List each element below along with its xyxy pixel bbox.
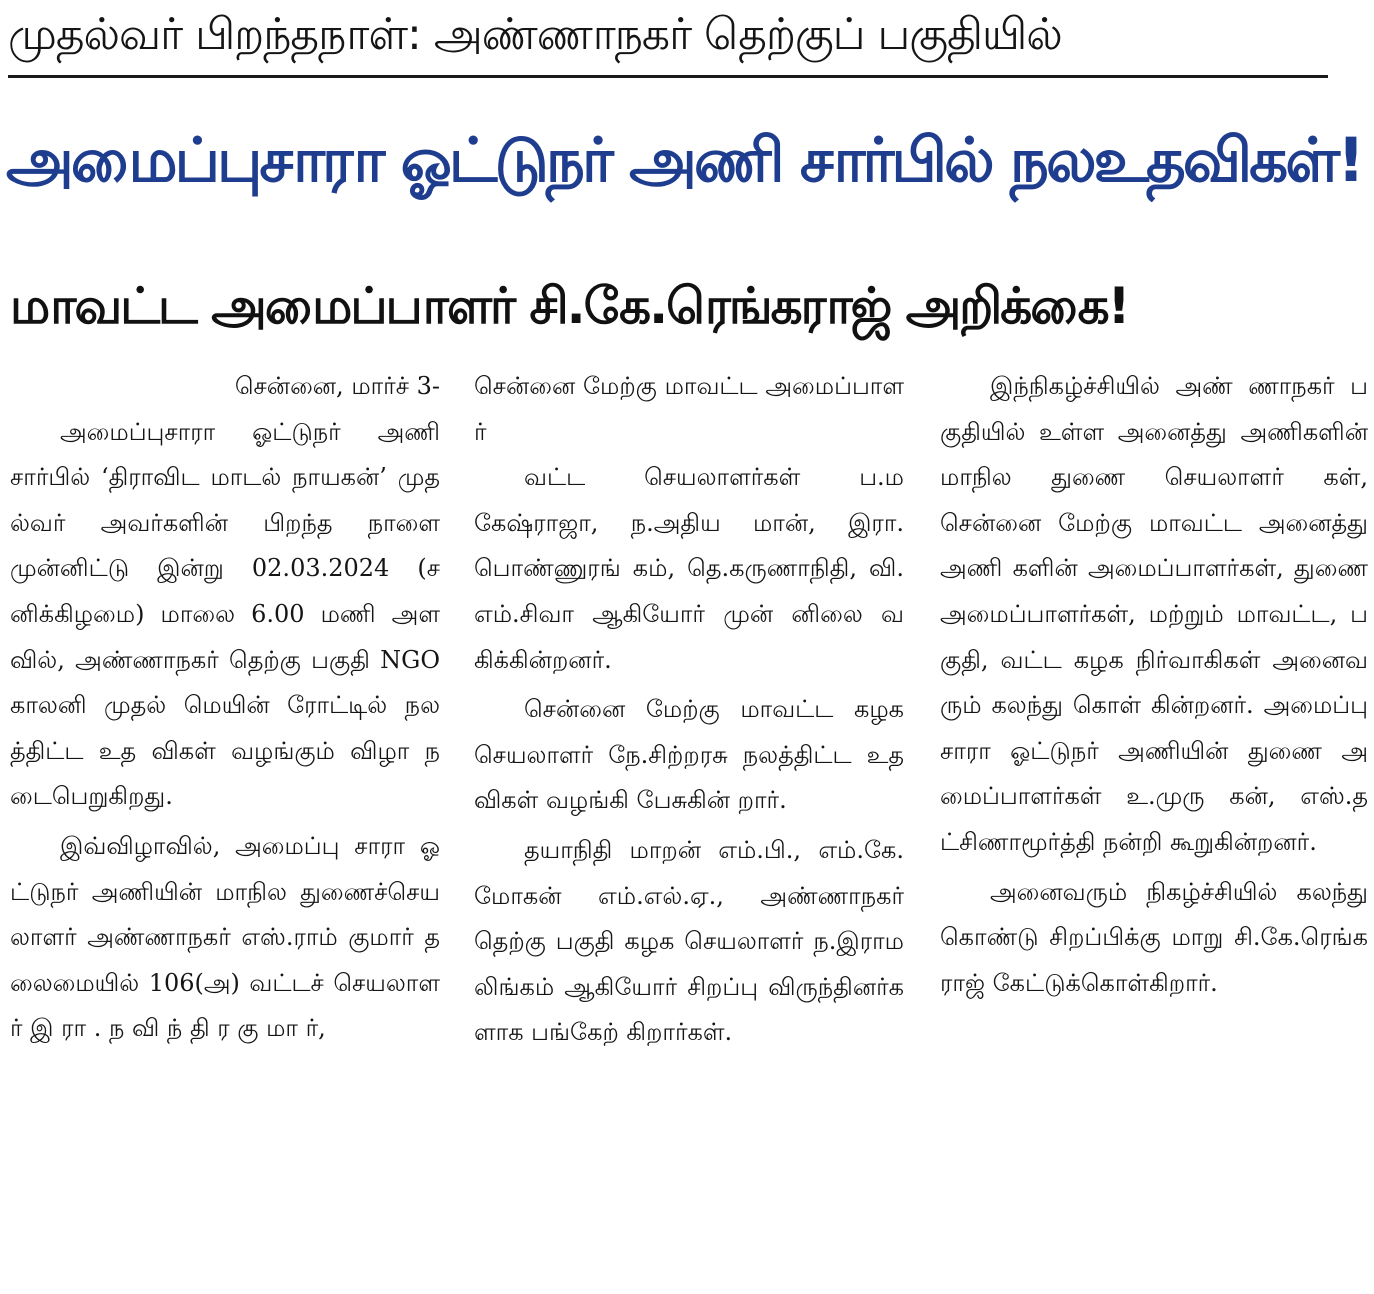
article-paragraph: வட்ட செயலாளர்கள் ப.மகேஷ்ராஜா, ந.அதிய மான், இரா. பொண்ணுரங் கம், தெ.கருணாநிதி, வி. எம்.சிவா ஆகியோர் முன் னிலை வகிக்கின்றனர்.: [474, 463, 904, 674]
article-paragraph: இவ்விழாவில், அமைப்பு சாரா ஓட்டுநர் அணியின் மாநில துணைச்செயலாளர் அண்ணாநகர் எஸ்.ராம் குமார் தலைமையில் 106(அ) வட்டச் செயலாளர் இ ரா . ந வி ந் தி ர கு மா ர்,: [10, 831, 440, 1043]
article-paragraph: தயாநிதி மாறன் எம்.பி., எம்.கே. மோகன் எம்.எல்.ஏ., அண்ணாநகர் தெற்கு பகுதி கழக செயலாளர் ந.இராம லிங்கம் ஆகியோர் சிறப்பு விருந்தினர்களாக பங்கேற் கிறார்கள்.: [474, 835, 904, 1047]
article-kicker: முதல்வர் பிறந்தநாள்: அண்ணாநகர் தெற்குப் பகுதியில்: [8, 4, 1328, 78]
article-column-3: [940, 364, 1368, 1290]
article-dateline: சென்னை, மார்ச் 3-: [234, 372, 440, 400]
article-paragraph: இந்நிகழ்ச்சியில் அண் ணாநகர் பகுதியில் உள்ள அனைத்து அணிகளின் மாநில துணை செயலாளர் கள், சென்னை மேற்கு மாவட்ட அனைத்து அணி களின் அமைப்பாளர்கள், துணை அமைப்பாளர்கள், மற்றும் மாவட்ட, பகுதி, வட்ட கழக நிர்வாகிகள் அனைவரும் கலந்து கொள் கின்றனர். அமைப்பு சாரா ஓட்டுநர் அணியின் துணை அமைப்பாளர்கள் உ.முரு கன், எஸ்.தட்சிணாமூர்த்தி நன்றி கூறுகின்றனர்.: [940, 372, 1368, 856]
article-paragraph: சென்னை மேற்கு மாவட்ட அமைப்பாளர்: [474, 372, 904, 446]
article-subhead: மாவட்ட அமைப்பாளர் சி.கே.ரெங்கராஜ் அறிக்கை!: [10, 277, 1129, 335]
article-paragraph: சென்னை மேற்கு மாவட்ட கழக செயலாளர் நே.சிற்றரசு நலத்திட்ட உத விகள் வழங்கி பேசுகின் றார்.: [474, 695, 904, 815]
article-paragraph: அமைப்புசாரா ஓட்டுநர் அணி சார்பில் ‘திராவிட மாடல் நாயகன்’ முதல்வர் அவர்களின் பிறந்த நாளை முன்னிட்டு இன்று 02.03.2024 (சனிக்கிழமை) மாலை 6.00 மணி அளவில், அண்ணாநகர் தெற்கு பகுதி NGO காலனி முதல் மெயின் ரோட்டில் நலத்திட்ட உத விகள் வழங்கும் விழா நடைபெறுகிறது.: [10, 417, 440, 811]
article-headline: அமைப்புசாரா ஓட்டுநர் அணி சார்பில் நலஉதவிகள்!: [6, 125, 1362, 196]
article-paragraph: அனைவரும் நிகழ்ச்சியில் கலந்து கொண்டு சிறப்பிக்கு மாறு சி.கே.ரெங்கராஜ் கேட்டுக்கொள்கிறார்.: [940, 877, 1368, 997]
article-column-1: [10, 364, 440, 1290]
article-column-2: [474, 364, 904, 1290]
